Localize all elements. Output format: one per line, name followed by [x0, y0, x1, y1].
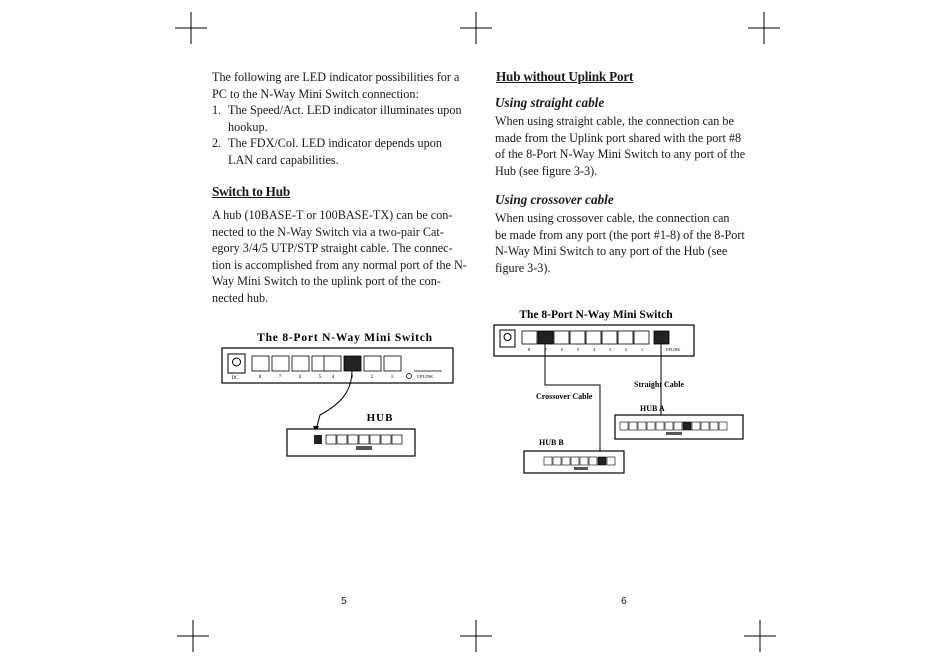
section-title-switch-to-hub: Switch to Hub: [212, 184, 291, 199]
section-title-hub-without-uplink: Hub without Uplink Port: [496, 69, 634, 84]
hub-b-label: HUB B: [539, 438, 564, 447]
port-label: 3: [608, 347, 612, 352]
subtitle-crossover-cable: Using crossover cable: [495, 192, 614, 207]
text-line: N-Way Mini Switch to any port of the Hub (see: [495, 244, 728, 258]
hub-label: HUB: [366, 412, 394, 424]
port-label: 6: [298, 375, 302, 380]
figure-title: The 8-Port N-Way Mini Switch: [257, 332, 433, 344]
list-item: [212, 135, 472, 168]
switch-device: [494, 325, 694, 356]
hub-device: [287, 429, 415, 456]
crossover-cable-line: [545, 344, 600, 467]
page-number-left: 5: [341, 595, 347, 607]
list-item: [212, 102, 472, 135]
hub-b-device: [524, 451, 624, 473]
port-label: 5: [318, 375, 322, 380]
port-label: 8: [527, 347, 531, 352]
crossover-cable-paragraph: [495, 210, 755, 276]
text-line: Way Mini Switch to the uplink port of the con-: [212, 274, 441, 288]
switch-device: [222, 348, 453, 383]
port-label: 7: [544, 347, 548, 352]
port-label: 8: [258, 375, 262, 380]
port-label: 2: [370, 375, 374, 380]
straight-cable-label: Straight Cable: [634, 380, 684, 389]
straight-cable-paragraph: [495, 113, 755, 179]
text-line: PC to the N-Way Mini Switch connection:: [212, 86, 419, 101]
list-number: 1.: [212, 103, 222, 117]
text-line: LAN card capabilities.: [228, 152, 339, 167]
intro-paragraph: [212, 69, 472, 102]
uplink-label: UPLINK: [665, 347, 681, 352]
hub-without-uplink-figure: [492, 305, 752, 475]
text-line: The following are LED indicator possibilities for a: [212, 70, 460, 84]
port-label: 1: [640, 347, 644, 352]
hub-a-device: [615, 415, 743, 439]
text-line: made from the Uplink port shared with the port #8: [495, 130, 742, 145]
figure-title: The 8-Port N-Way Mini Switch: [519, 309, 673, 321]
port-label: 3: [350, 375, 354, 380]
text-line: egory 3/4/5 UTP/STP straight cable. The connec-: [212, 241, 453, 255]
port-label: 5: [576, 347, 580, 352]
crossover-cable-label: Crossover Cable: [536, 392, 593, 401]
uplink-label: UPLINK: [416, 374, 434, 379]
port-label: 1: [390, 375, 394, 380]
text-line: be made from any port (the port #1-8) of the 8-Port: [495, 227, 745, 242]
text-line: of the 8-Port N-Way Mini Switch to any port of the: [495, 147, 746, 161]
switch-to-hub-figure: [220, 325, 460, 465]
text-line: Hub (see figure 3-3).: [495, 163, 598, 178]
text-line: A hub (10BASE-T or 100BASE-TX) can be con-: [212, 208, 453, 222]
text-line: When using crossover cable, the connection can: [495, 211, 730, 225]
text-line: hookup.: [228, 119, 268, 134]
text-line: The Speed/Act. LED indicator illuminates upon: [228, 103, 462, 117]
text-line: nected hub.: [212, 290, 269, 305]
port-label: 7: [278, 375, 282, 380]
switch-to-hub-paragraph: [212, 207, 474, 306]
text-line: When using straight cable, the connection can be: [495, 114, 734, 128]
port-label: 4: [592, 347, 596, 352]
text-line: nected to the N-Way Switch via a two-pair Cat-: [212, 224, 444, 239]
port-label: 6: [560, 347, 564, 352]
subtitle-straight-cable: Using straight cable: [495, 95, 605, 110]
hub-a-label: HUB A: [640, 404, 665, 413]
text-line: The FDX/Col. LED indicator depends upon: [228, 136, 442, 150]
svg-text:DC: DC: [231, 376, 239, 381]
text-line: tion is accomplished from any normal port of the N-: [212, 257, 467, 272]
port-label: 2: [624, 347, 628, 352]
port-label: 4: [331, 375, 335, 380]
page-number-right: 6: [621, 595, 627, 607]
list-number: 2.: [212, 136, 222, 150]
text-line: figure 3-3).: [495, 260, 551, 275]
led-list: [212, 102, 472, 168]
